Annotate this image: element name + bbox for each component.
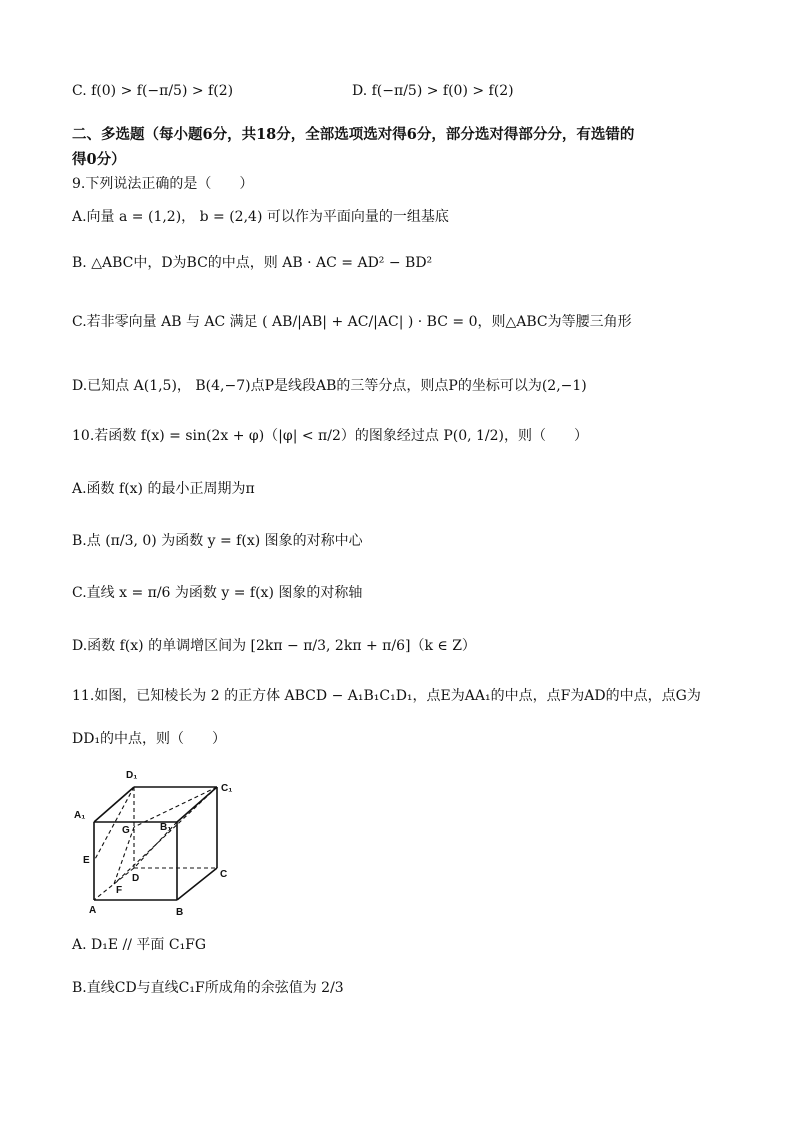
label-b: B: [176, 907, 184, 918]
q11-stem-cont: DD₁的中点，则（ ）: [72, 731, 227, 747]
segment-c1-g: [134, 787, 217, 827]
q10-option-a: A.函数 f(x) 的最小正周期为π: [72, 481, 255, 497]
q10-option-c: C.直线 x = π/6 为函数 y = f(x) 图象的对称轴: [72, 585, 363, 601]
label-b1: B₁: [160, 822, 172, 833]
section-title-cont: 得0分）: [72, 151, 126, 168]
label-g: G: [122, 825, 130, 836]
q9-option-b: B. △ABC中，D为BC的中点，则 AB · AC = AD² − BD²: [72, 255, 433, 271]
edge-b-c: [177, 868, 217, 900]
q9-stem: 9.下列说法正确的是（ ）: [72, 176, 254, 192]
segment-d1-e: [94, 787, 134, 861]
label-e: E: [83, 855, 90, 866]
edge-d1-a1: [94, 787, 134, 822]
q9-option-c: C.若非零向量 AB 与 AC 满足 ( AB/|AB| + AC/|AC| ) · BC = 0，则△ABC为等腰三角形: [72, 314, 632, 330]
q11-option-b: B.直线CD与直线C₁F所成角的余弦值为 2/3: [72, 980, 344, 996]
label-f: F: [116, 885, 123, 896]
option-d-prev: D. f(−π/5) > f(0) > f(2): [352, 83, 514, 99]
cube-figure: [72, 765, 242, 920]
section-title: 二、多选题（每小题6分，共18分，全部选项选对得6分，部分选对得部分分，有选错的: [72, 126, 635, 143]
option-c-prev: C. f(0) > f(−π/5) > f(2): [72, 83, 234, 99]
q10-option-d: D.函数 f(x) 的单调增区间为 [2kπ − π/3, 2kπ + π/6]（k ∈ Z）: [72, 638, 476, 654]
label-d1: D₁: [126, 770, 138, 781]
q10-stem: 10.若函数 f(x) = sin(2x + φ)（|φ| < π/2）的图象经过点 P(0, 1/2)，则（ ）: [72, 428, 589, 444]
q11-stem: 11.如图，已知棱长为 2 的正方体 ABCD − A₁B₁C₁D₁，点E为AA₁的中点，点F为AD的中点，点G为: [72, 688, 701, 704]
q10-option-b: B.点 (π/3, 0) 为函数 y = f(x) 图象的对称中心: [72, 533, 363, 549]
edge-d-a-hidden: [94, 868, 134, 900]
label-c1: C₁: [221, 783, 233, 794]
q9-option-d: D.已知点 A(1,5)， B(4,−7)点P是线段AB的三等分点，则点P的坐标可以为(2,−1): [72, 378, 587, 394]
q9-option-a: A.向量 a = (1,2)， b = (2,4) 可以作为平面向量的一组基底: [72, 209, 449, 225]
label-c: C: [220, 869, 228, 880]
label-a: A: [89, 905, 97, 916]
label-a1: A₁: [74, 810, 86, 821]
q11-option-a: A. D₁E // 平面 C₁FG: [72, 937, 207, 953]
label-d: D: [132, 873, 140, 884]
